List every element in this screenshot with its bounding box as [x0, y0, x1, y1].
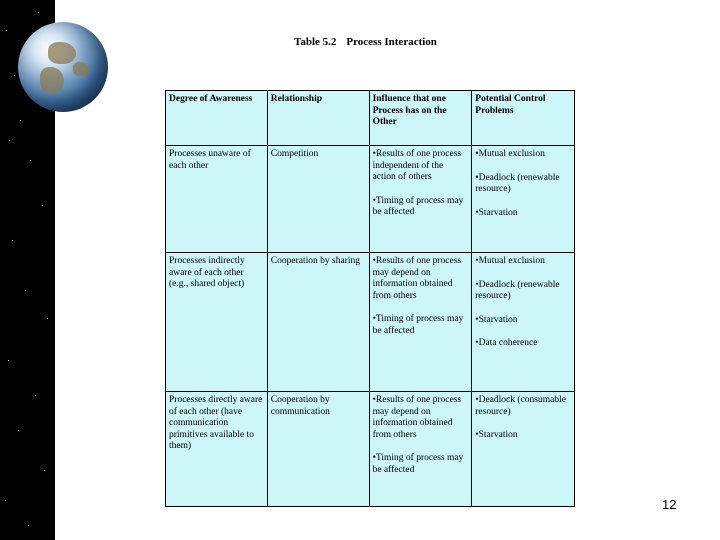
problems-cell: [472, 392, 575, 507]
header-relationship: Relationship: [267, 91, 369, 146]
problem-item: •Mutual exclusion: [475, 256, 545, 266]
table-number: Table 5.2: [294, 36, 337, 48]
influence-cell: [369, 253, 472, 392]
problem-item: •Deadlock (renewable resource): [475, 172, 560, 194]
header-influence: Influence that one Process has on the Other: [369, 91, 472, 146]
awareness-cell: Processes unaware of each other: [166, 146, 268, 253]
table-caption: Process Interaction: [346, 36, 437, 48]
problems-cell: [472, 146, 575, 253]
problem-item: •Starvation: [475, 430, 518, 440]
table-row: [166, 253, 575, 392]
influence-item: •Timing of process may be affected: [372, 314, 464, 336]
influence-item: •Results of one process independent of the action of others: [372, 149, 462, 182]
table-row: [166, 392, 575, 507]
header-potential-control-problems: Potential Control Problems: [472, 91, 575, 146]
influence-item: •Results of one process may depend on information obtained from others: [372, 256, 462, 301]
influence-item: •Timing of process may be affected: [372, 453, 464, 475]
earth-globe-image: [18, 22, 108, 112]
problem-item: •Deadlock (renewable resource): [475, 279, 560, 301]
table-header-row: [166, 91, 575, 146]
problem-item: •Mutual exclusion: [475, 149, 545, 159]
process-interaction-table: [165, 90, 575, 507]
problem-item: •Deadlock (consumable resource): [475, 395, 566, 417]
influence-cell: [369, 146, 472, 253]
table-title: [294, 36, 437, 48]
awareness-cell: Processes indirectly aware of each other (e.g., shared object): [166, 253, 268, 392]
awareness-cell: Processes directly aware of each other (have communication primitives available to them): [166, 392, 268, 507]
problem-item: •Starvation: [475, 207, 518, 218]
header-degree-of-awareness: Degree of Awareness: [166, 91, 268, 146]
influence-item: •Timing of process may be affected: [372, 195, 464, 217]
relationship-cell: Competition: [267, 146, 369, 253]
influence-cell: [369, 392, 472, 507]
problem-item: •Starvation: [475, 314, 518, 325]
page-number: 12: [662, 497, 677, 512]
influence-item: •Results of one process may depend on information obtained from others: [372, 395, 462, 440]
problems-cell: [472, 253, 575, 392]
relationship-cell: Cooperation by sharing: [267, 253, 369, 392]
table-row: [166, 146, 575, 253]
relationship-cell: Cooperation by communication: [267, 392, 369, 507]
problem-item: •Data coherence: [475, 338, 538, 348]
